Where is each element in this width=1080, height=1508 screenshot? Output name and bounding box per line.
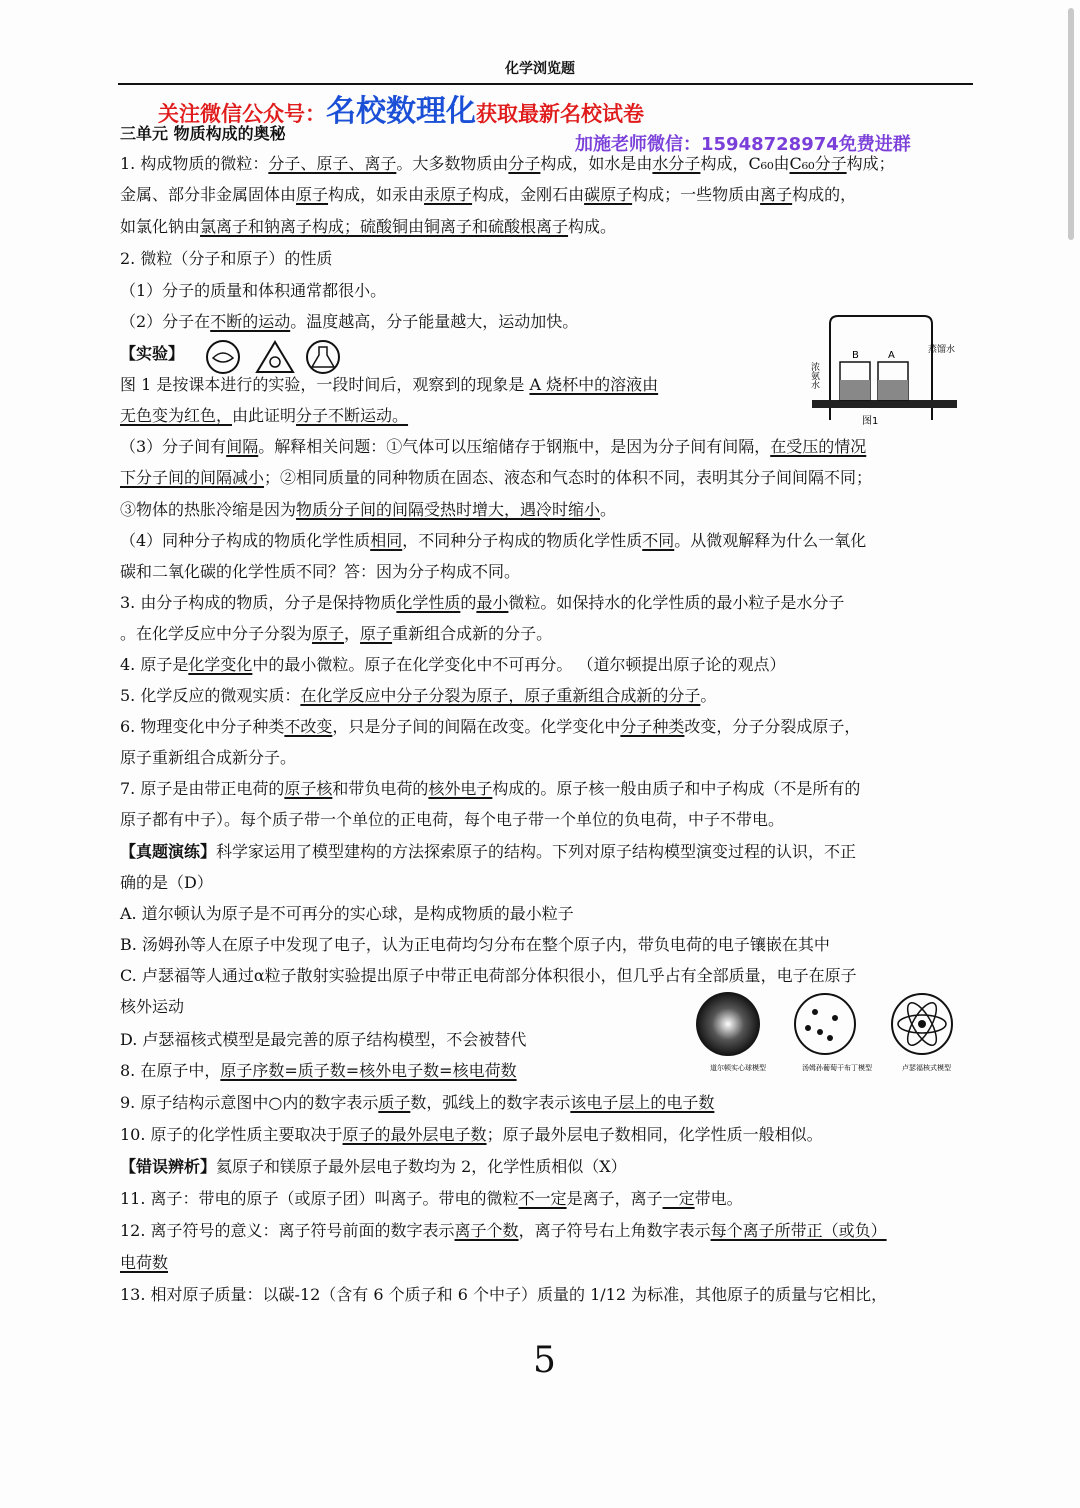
line-32: 10. 原子的化学性质主要取决于原子的最外层电子数；原子最外层电子数相同，化学性质一般相似。 [120,1125,823,1144]
line-36: 电荷数 [120,1253,169,1272]
scrollbar[interactable] [1068,8,1074,240]
line-22: 原子都有中子）。每个质子带一个单位的正电荷，每个电子带一个单位的负电荷，中子不带电。 [120,810,785,829]
line-1: 1. 构成物质的微粒：分子、原子、离子。大多数物质由分子构成，如水是由水分子构成，C₆₀由C₆₀分子构成； [120,154,895,173]
header-rule [118,83,973,85]
line-13: （4）同种分子构成的物质化学性质相同，不同种分子构成的物质化学性质不同。从微观解释为什么一氧化 [120,531,867,550]
option-d: D. 卢瑟福核式模型是最完善的原子结构模型，不会被替代 [120,1030,527,1049]
cap-rutherford: 卢瑟福核式模型 [902,1064,951,1072]
page-header: 化学浏览题 [505,61,575,77]
line-35: 12. 离子符号的意义：离子符号前面的数字表示离子个数，离子符号右上角数字表示每个离子所带正（或负） [120,1221,887,1240]
promo-part3: 获取最新名校试卷 [476,102,644,126]
cap-thomson: 汤姆孙葡萄干布丁模型 [802,1064,872,1072]
fig1-label-a: A [888,350,895,361]
rutherford-model [892,994,952,1054]
promo-part1: 关注微信公众号： [158,102,326,126]
line-5: （1）分子的质量和体积通常都很小。 [120,281,387,300]
line-8: 图 1 是按课本进行的实验，一段时间后，观察到的现象是 A 烧杯中的溶液由 [120,375,659,394]
page-number: 5 [533,1340,556,1381]
experiment-label: 【实验】 [120,344,185,363]
line-17: 4. 原子是化学变化中的最小微粒。原子在化学变化中不可再分。 （道尔顿提出原子论的观点） [120,655,786,674]
figure-1-beakers [809,312,982,432]
option-c: C. 卢瑟福等人通过α粒子散射实验提出原子中带正电荷部分体积很小，但几乎占有全部质量，电子在原子 [120,966,857,985]
line-2: 金属、部分非金属固体由原子构成，如汞由汞原子构成，金刚石由碳原子构成；一些物质由离子构成的， [120,185,857,204]
fig1-caption: 图1 [862,416,879,427]
atom-models-figure [690,990,990,1085]
line-33: 【错误辨析】氦原子和镁原子最外层电子数均为 2，化学性质相似（X） [120,1157,627,1176]
line-20: 原子重新组合成新分子。 [120,748,297,767]
line-6: （2）分子在不断的运动。温度越高，分子能量越大，运动加快。 [120,312,579,331]
line-4: 2. 微粒（分子和原子）的性质 [120,249,333,268]
line-3: 如氯化钠由氯离子和钠离子构成；硫酸铜由铜离子和硫酸根离子构成。 [120,217,617,236]
flask-icon [307,341,339,373]
line-34: 11. 离子：带电的原子（或原子团）叫离子。带电的微粒不一定是离子，离子一定带电。 [120,1189,743,1208]
line-30: 8. 在原子中，原子序数=质子数=核外电子数=核电荷数 [120,1061,517,1080]
goggles-icon [207,341,239,373]
safety-icons [205,338,345,376]
line-31: 9. 原子结构示意图中○内的数字表示质子数，弧线上的数字表示该电子层上的电子数 [120,1093,715,1112]
thomson-model [795,994,855,1054]
dalton-model [696,992,760,1056]
line-18: 5. 化学反应的微观实质：在化学反应中分子分裂为原子，原子重新组合成新的分子。 [120,686,717,705]
line-23: 【真题演练】科学家运用了模型建构的方法探索原子的结构。下列对原子结构模型演变过程的认识，不正 [120,842,857,861]
line-21: 7. 原子是由带正电荷的原子核和带负电荷的核外电子构成的。原子核一般由质子和中子构成（不是所有的 [120,779,861,798]
line-10: （3）分子间有间隔。解释相关问题：①气体可以压缩储存于钢瓶中，是因为分子间有间隔，在受压的情况 [120,437,867,456]
promo-contact: 加施老师微信：15948728974免费进群 [575,134,911,155]
line-24: 确的是（D） [120,873,213,892]
option-a: A. 道尔顿认为原子是不可再分的实心球，是构成物质的最小粒子 [120,904,574,923]
unit-title: 三单元 物质构成的奥秘 [120,124,286,143]
line-14: 碳和二氧化碳的化学性质不同？答：因为分子构成不同。 [120,562,521,581]
promo-brand: 名校数理化 [326,94,476,129]
fig1-right-text: 蒸馏水 [928,345,956,355]
option-c-cont: 核外运动 [120,997,185,1016]
line-37: 13. 相对原子质量：以碳-12（含有 6 个质子和 6 个中子）质量的 1/12 为标准，其他原子的质量与它相比， [120,1285,888,1304]
line-11: 下分子间的间隔减小；②相同质量的同种物质在固态、液态和气态时的体积不同，表明其分子间间隔不同； [120,468,873,487]
line-12: ③物体的热胀冷缩是因为物质分子间的间隔受热时增大，遇冷时缩小。 [120,500,617,519]
line-19: 6. 物理变化中分子种类不改变，只是分子间的间隔在改变。化学变化中分子种类改变，分子分裂成原子， [120,717,861,736]
line-16: 。在化学反应中分子分裂为原子，原子重新组合成新的分子。 [120,624,553,643]
fig1-left-text: 浓氨水 [809,362,819,389]
cap-dalton: 道尔顿实心球模型 [710,1064,766,1072]
fig1-label-b: B [852,350,859,361]
line-15: 3. 由分子构成的物质，分子是保持物质化学性质的最小微粒。如保持水的化学性质的最小粒子是水分子 [120,593,845,612]
line-9: 无色变为红色，由此证明分子不断运动。 [120,406,409,425]
option-b: B. 汤姆孙等人在原子中发现了电子，认为正电荷均匀分布在整个原子内，带负电荷的电子镶嵌在其中 [120,935,830,954]
